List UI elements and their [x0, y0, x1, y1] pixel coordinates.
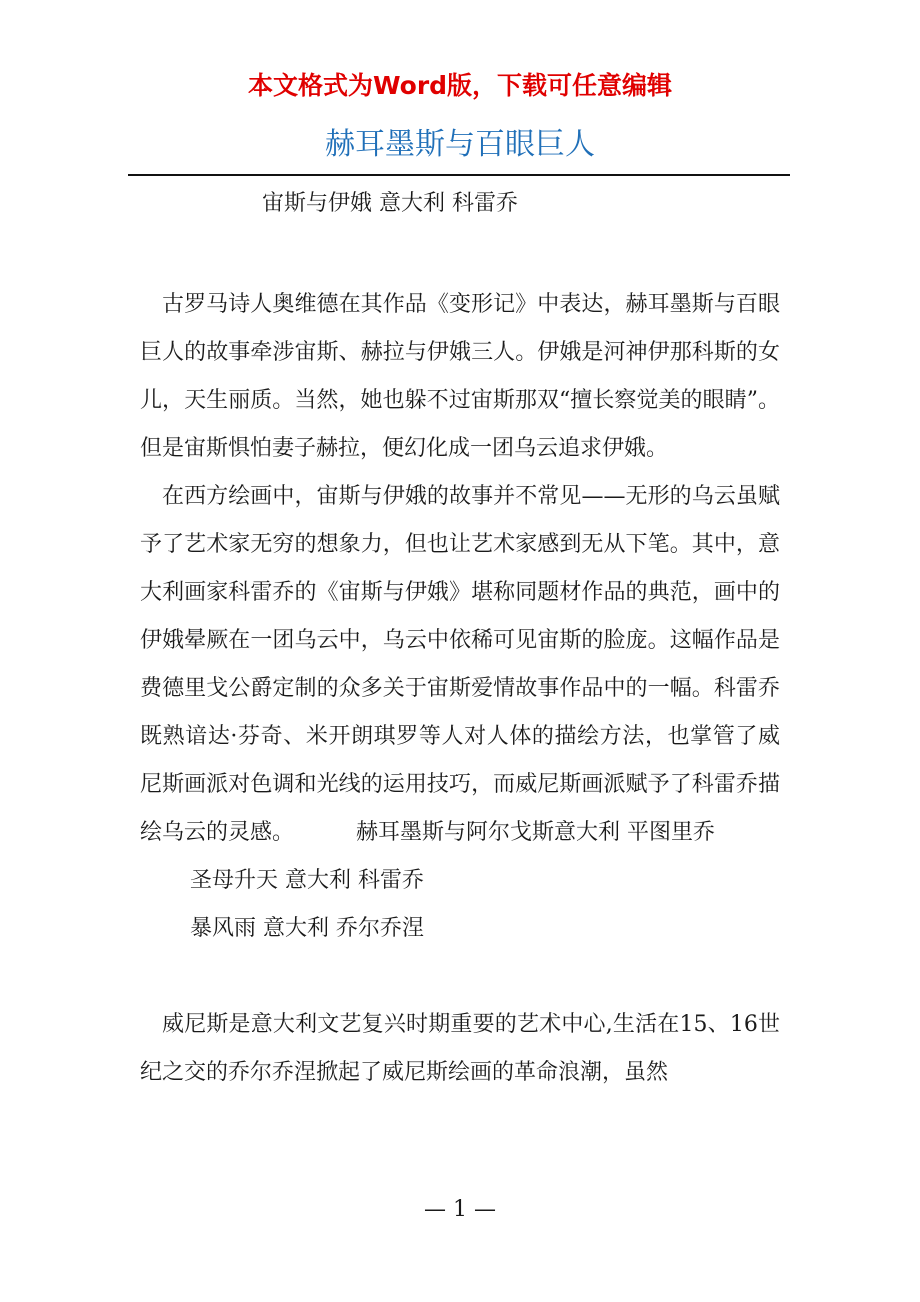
- article-title: 赫耳墨斯与百眼巨人: [325, 127, 595, 162]
- image-caption-tempest: 暴风雨 意大利 乔尔乔涅: [190, 916, 424, 941]
- image-caption-top: 宙斯与伊娥 意大利 科雷乔: [262, 191, 518, 216]
- paragraph-gap: [140, 953, 780, 1001]
- page-number: — 1 —: [424, 1197, 496, 1222]
- article-body: [140, 281, 780, 1097]
- image-caption-inline: 赫耳墨斯与阿尔戈斯意大利 平图里乔: [356, 820, 716, 845]
- paragraph-2-text: 在西方绘画中，宙斯与伊娥的故事并不常见——无形的乌云虽赋予了艺术家无穷的想象力，但也让艺术家感到无从下笔。其中，意大利画家科雷乔的《宙斯与伊娥》堪称同题材作品的典范，画中的伊娥晕厥在一团乌云中，乌云中依稀可见宙斯的脸庞。这幅作品是费德里戈公爵定制的众多关于宙斯爱情故事作品中的一幅。科雷乔既熟谙达·芬奇、米开朗琪罗等人对人体的描绘方法，也掌管了威尼斯画派对色调和光线的运用技巧，而威尼斯画派赋予了科雷乔描绘乌云的灵感。: [140, 484, 780, 845]
- title-divider: [128, 174, 790, 176]
- paragraph-2: [140, 473, 780, 857]
- paragraph-1: 古罗马诗人奥维德在其作品《变形记》中表达，赫耳墨斯与百眼巨人的故事牵涉宙斯、赫拉与伊娥三人。伊娥是河神伊那科斯的女儿，天生丽质。当然，她也躲不过宙斯那双“擅长察觉美的眼睛”。但是宙斯惧怕妻子赫拉，便幻化成一团乌云追求伊娥。: [140, 292, 780, 461]
- paragraph-3: 威尼斯是意大利文艺复兴时期重要的艺术中心,生活在15、16世纪之交的乔尔乔涅掀起了威尼斯绘画的革命浪潮，虽然: [140, 1012, 780, 1085]
- download-notice-banner: 本文格式为Word版，下载可任意编辑: [247, 71, 673, 100]
- image-caption-assumption: 圣母升天 意大利 科雷乔: [190, 868, 424, 893]
